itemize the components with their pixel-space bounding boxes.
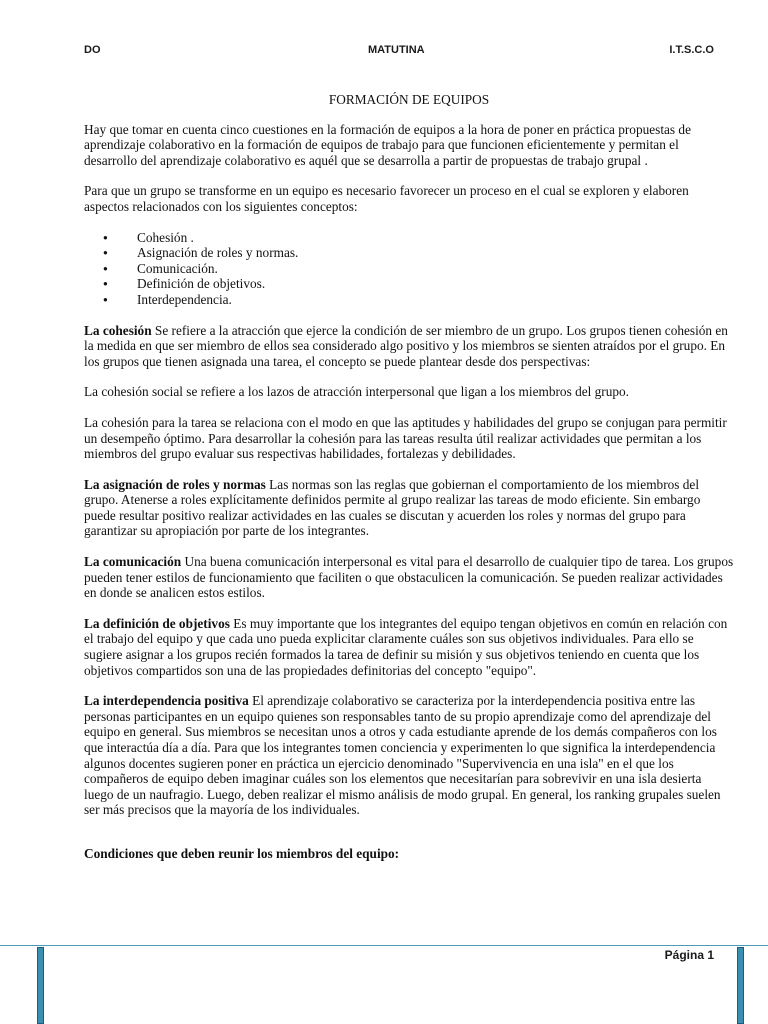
footer-divider [0,945,768,946]
closing-heading: Condiciones que deben reunir los miembros del equipo: [84,845,400,861]
page-number: Página 1 [664,948,714,962]
comunicacion-text: Una buena comunicación interpersonal es vital para el desarrollo de cualquier tipo de tarea. Los grupos pueden tener estilos de funcionamiento que faciliten o que obstaculicen la comunicación. Se pueden realizar actividades en donde se analicen estos estilos. [84,554,734,601]
roles-term: La asignación de roles y normas [84,476,266,492]
intro-paragraph-2: Para que un grupo se transforme en un equipo es necesario favorecer un proceso en el cual se exploren y elaboren aspectos relacionados con los siguientes conceptos: [84,183,689,214]
objetivos-paragraph [84,616,734,678]
cohesion-social-paragraph: La cohesión social se refiere a los lazos de atracción interpersonal que ligan a los miembros del grupo. [84,384,629,400]
document-body [84,92,734,877]
cohesion-paragraph [84,323,734,370]
header-center-text: MATUTINA [368,44,425,56]
concept-item: ● Interdependencia. [84,292,734,308]
interdependencia-paragraph [84,693,734,818]
concept-item: ● Cohesión . [84,230,734,246]
objetivos-term: La definición de objetivos [84,615,230,631]
roles-text: Las normas son las reglas que gobiernan el comportamiento de los miembros del grupo. Atenerse a roles explícitamente definidos permite al grupo realizar las tareas de modo eficiente. Sin embargo puede resultar positivo realizar actividades en las cuales se discutan y acuerden los roles y normas del grupo para garantizar su apropiación por parte de los integrantes. [84,476,701,539]
intro-paragraph: Hay que tomar en cuenta cinco cuestiones en la formación de equipos a la hora de poner en práctica propuestas de aprendizaje colaborativo en la formación de equipos de trabajo para que funcionen eficientemente y permitan el desarrollo del aprendizaje colaborativo es aquél que se desarrolla a partir de propuestas de trabajo grupal . [84,121,691,168]
page-header [84,44,714,60]
objetivos-text: Es muy importante que los integrantes del equipo tengan objetivos en común en relación con el trabajo del equipo y que cada uno pueda explicitar claramente cuáles son sus objetivos individuales. Para ello se sugiere asignar a los grupos recién formados la tarea de definir su misión y sus objetivos teniendo en cuenta que los objetivos compartidos son una de las propiedades definitorias del concepto "equipo". [84,615,728,678]
footer-right-accent-bar [737,947,744,1024]
comunicacion-term: La comunicación [84,554,182,570]
cohesion-term: La cohesión [84,322,152,338]
header-left-text: DO [84,44,101,56]
interdependencia-text: El aprendizaje colaborativo se caracteriza por la interdependencia positiva entre las personas participantes en un equipo quienes son responsables tanto de su propio aprendizaje como del aprendizaje del equipo en general. Sus miembros se necesitan unos a otros y cada estudiante aprende de los demás compañeros con los que interactúa día a día. Para que los integrantes tomen conciencia y experimenten lo que significa la interdependencia algunos docentes sugieren poner en práctica un ejercicio denominado "Supervivencia en una isla" en el que los compañeros de equipo deben imaginar cuáles son los elementos que necesitarían para sobrevivir en una isla desierta luego de un naufragio. Luego, deben realizar el mismo análisis de modo grupal. En general, los ranking grupales suelen ser más precisos que la mayoría de los individuales. [84,693,721,818]
concept-item: ● Asignación de roles y normas. [84,245,734,261]
cohesion-tarea-paragraph: La cohesión para la tarea se relaciona con el modo en que las aptitudes y habilidades del grupo se conjugan para permitir un desempeño óptimo. Para desarrollar la cohesión para las tareas resulta útil realizar actividades que permitan a los miembros del grupo evaluar sus respectivas habilidades, fortalezas y debilidades. [84,414,727,462]
cohesion-text: Se refiere a la atracción que ejerce la condición de ser miembro de un grupo. Los grupos tienen cohesión en la medida en que ser miembro de ellos sea considerado algo positivo y los miembros se sienten atraídos por el grupo. En los grupos que tienen asignada una tarea, el concepto se puede plantear desde dos perspectivas: [84,322,728,369]
comunicacion-paragraph [84,554,734,601]
concept-item: ● Comunicación. [84,261,734,277]
concept-item: ● Definición de objetivos. [84,276,734,292]
header-right-text: I.T.S.C.O [669,44,714,56]
document-title: FORMACIÓN DE EQUIPOS [328,92,490,107]
concepts-list [84,230,734,308]
interdependencia-term: La interdependencia positiva [84,693,249,709]
footer-left-accent-bar [37,947,44,1024]
roles-paragraph [84,477,734,539]
